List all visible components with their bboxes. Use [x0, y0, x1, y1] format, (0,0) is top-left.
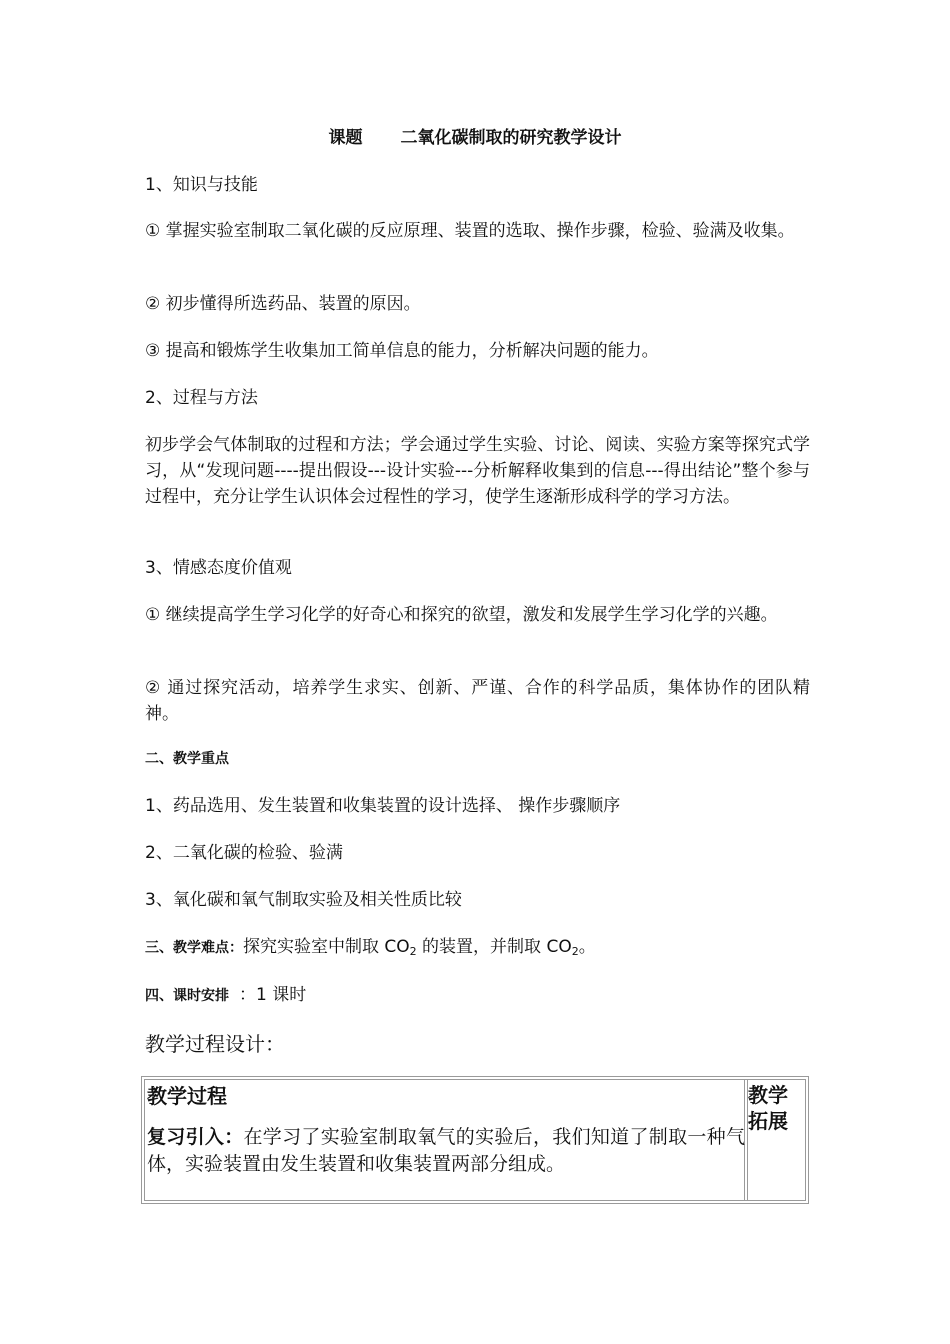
difficulty-text-a: 探究实验室中制取 CO	[243, 937, 410, 957]
schedule-line	[145, 982, 810, 1009]
process-design-heading: 教学过程设计：	[145, 1032, 285, 1056]
key-points-heading: 二、教学重点	[145, 751, 229, 767]
page-title	[0, 125, 950, 151]
key-point-3: 3、氧化碳和氧气制取实验及相关性质比较	[145, 890, 462, 910]
difficulty-sub-a: 2	[409, 945, 417, 958]
knowledge-item-3: ③ 提高和锻炼学生收集加工简单信息的能力，分析解决问题的能力。	[145, 341, 659, 361]
emotion-item-2: ② 通过探究活动，培养学生求实、创新、严谨、合作的科学品质，集体协作的团队精神。	[145, 678, 810, 724]
difficulty-text-b: 的装置，并制取 CO	[416, 937, 572, 957]
emotion-item-1: ① 继续提高学生学习化学的好奇心和探究的欲望，激发和发展学生学习化学的兴趣。	[145, 605, 778, 625]
process-heading: 2、过程与方法	[145, 388, 258, 408]
knowledge-item-2: ② 初步懂得所选药品、装置的原因。	[145, 294, 421, 314]
difficulty-text-c: 。	[578, 937, 596, 957]
schedule-text: ：1 课时	[239, 985, 307, 1005]
review-text: 在学习了实验室制取氧气的实验后，我们知道了制取一种气体，实验装置由发生装置和收集装置两部分组成。	[147, 1126, 745, 1175]
review-label: 复习引入：	[147, 1126, 244, 1148]
difficulty-sub-b: 2	[571, 945, 579, 958]
review-paragraph	[147, 1124, 745, 1178]
process-table-inner	[144, 1079, 806, 1201]
extension-cell	[747, 1080, 805, 1200]
knowledge-item-1: ① 掌握实验室制取二氧化碳的反应原理、装置的选取、操作步骤，检验、验满及收集。	[145, 221, 795, 241]
difficulty-line	[145, 934, 810, 961]
key-point-1: 1、药品选用、发生装置和收集装置的设计选择、 操作步骤顺序	[145, 796, 621, 816]
title-prefix: 课题	[328, 128, 363, 148]
process-cell	[145, 1080, 745, 1200]
process-table	[141, 1076, 809, 1204]
difficulty-heading: 三、教学难点：	[145, 940, 243, 956]
process-cell-heading: 教学过程	[147, 1084, 227, 1108]
extension-heading: 教学拓展	[748, 1083, 788, 1133]
key-point-2: 2、二氧化碳的检验、验满	[145, 843, 343, 863]
knowledge-heading: 1、知识与技能	[145, 175, 258, 195]
schedule-heading: 四、课时安排	[145, 988, 229, 1004]
emotion-heading: 3、情感态度价值观	[145, 558, 292, 578]
process-text: 初步学会气体制取的过程和方法；学会通过学生实验、讨论、阅读、实验方案等探究式学习，从“发现问题----提出假设---设计实验---分析解释收集到的信息---得出结论”整个参与过程中，充分让学生认识体会过程性的学习，使学生逐渐形成科学的学习方法。	[145, 435, 810, 507]
title-text: 二氧化碳制取的研究教学设计	[400, 128, 622, 148]
